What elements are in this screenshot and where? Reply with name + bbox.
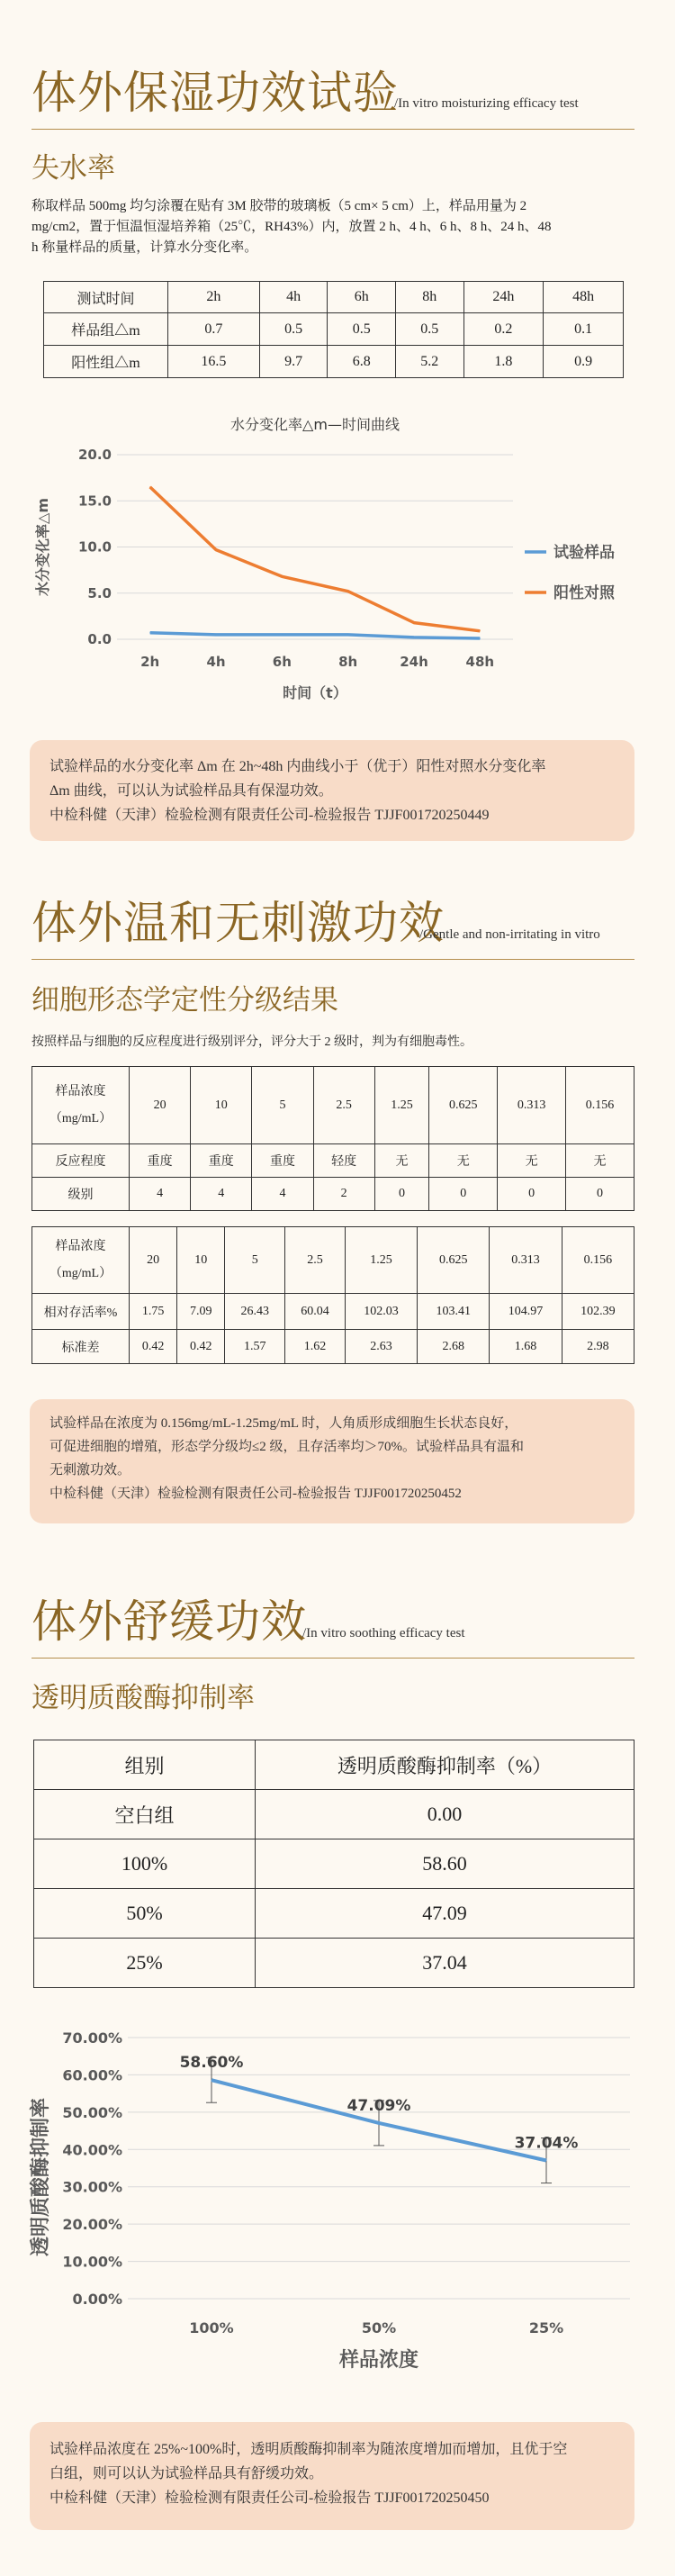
table-cell: 2.68: [418, 1330, 490, 1364]
table-header-cell: 测试时间: [44, 282, 168, 313]
moisture-table: [43, 281, 624, 378]
data-label: 47.09%: [346, 2096, 411, 2115]
y-axis-label: 透明质酸酶抑制率: [30, 2097, 52, 2257]
data-point: [216, 549, 217, 550]
table-header-cell: 20: [130, 1067, 191, 1144]
table-cell: 6.8: [328, 346, 396, 378]
table-cell: 0.5: [328, 313, 396, 346]
table-header-cell: 0.156: [562, 1227, 634, 1294]
table-cell: 样品组△m: [44, 313, 168, 346]
table-cell: 0.5: [395, 313, 464, 346]
table-cell: 0.7: [168, 313, 260, 346]
table-cell: 100%: [34, 1839, 256, 1889]
table-cell: 0: [566, 1178, 634, 1211]
data-point: [414, 622, 415, 623]
x-tick-label: 48h: [465, 654, 495, 670]
table-cell: 0.42: [177, 1330, 225, 1364]
cell-viability-table: [32, 1226, 634, 1364]
table-cell: 无: [498, 1144, 566, 1178]
note-line: 试验样品在浓度为 0.156mg/mL-1.25mg/mL 时，人角质形成细胞生长状态良好，: [50, 1416, 518, 1431]
table-header-cell: 6h: [328, 282, 396, 313]
y-tick-label: 0.0: [87, 631, 112, 647]
moisture-description: [32, 196, 644, 258]
x-tick-label: 4h: [206, 654, 226, 670]
table-cell: 1.75: [130, 1294, 177, 1330]
y-tick-label: 5.0: [87, 584, 112, 601]
table-cell: 0: [498, 1178, 566, 1211]
table-header-cell: 1.25: [345, 1227, 417, 1294]
table-row: [34, 1939, 634, 1988]
y-tick-label: 20.0: [77, 447, 112, 463]
data-point: [216, 634, 217, 635]
data-point: [282, 634, 283, 635]
note-line: 试验样品浓度在 25%~100%时，透明质酸酶抑制率为随浓度增加而增加，且优于空: [50, 2442, 568, 2457]
x-tick-label: 2h: [140, 654, 160, 670]
series-line-test-sample: [150, 633, 481, 638]
table-row: [34, 1790, 634, 1839]
note-line: 可促进细胞的增殖，形态学分级均≤2 级，且存活率均＞70%。试验样品具有温和: [50, 1440, 524, 1454]
inhibition-rate-chart: [27, 2008, 648, 2386]
table-cell: 50%: [34, 1889, 256, 1939]
table-header-cell: 2.5: [313, 1067, 374, 1144]
table-cell: 阳性组△m: [44, 346, 168, 378]
note-line: 白组，则可以认为试验样品具有舒缓功效。: [50, 2466, 324, 2481]
table-cell: 重度: [191, 1144, 252, 1178]
table-cell: 102.03: [345, 1294, 417, 1330]
table-header-cell: 0.313: [490, 1227, 562, 1294]
table-cell: 4: [191, 1178, 252, 1211]
table-cell: 4: [130, 1178, 191, 1211]
table-cell: 1.68: [490, 1330, 562, 1364]
table-cell: 反应程度: [32, 1144, 130, 1178]
data-point: [480, 637, 481, 638]
x-axis-label: 样品浓度: [338, 2349, 419, 2372]
table-header-cell: 48h: [544, 282, 624, 313]
series-line-positive-control: [150, 487, 481, 631]
table-header-cell: 0.625: [429, 1067, 498, 1144]
table-cell: 0.9: [544, 346, 624, 378]
table-header-cell: 组别: [34, 1740, 256, 1790]
table-cell: 1.8: [464, 346, 544, 378]
data-label: 37.04%: [514, 2134, 579, 2153]
x-tick-label: 25%: [528, 2319, 564, 2336]
table-row: [32, 1144, 634, 1178]
moisture-title-rule: [32, 129, 634, 130]
morphology-grade-table: [32, 1066, 634, 1211]
table-header-cell: [32, 1067, 130, 1144]
y-tick-label: 30.00%: [62, 2178, 122, 2196]
table-cell: 无: [429, 1144, 498, 1178]
table-header-cell: 0.625: [418, 1227, 490, 1294]
legend-label: 试验样品: [554, 544, 615, 562]
table-cell: 2: [313, 1178, 374, 1211]
table-cell: 0.42: [130, 1330, 177, 1364]
y-tick-label: 10.00%: [62, 2253, 122, 2271]
moisture-conclusion-note: [30, 740, 634, 841]
table-header-row: [32, 1067, 634, 1144]
soothing-title-rule: [32, 1658, 634, 1659]
irritation-title-rule: [32, 959, 634, 960]
table-header-cell: 0.313: [498, 1067, 566, 1144]
y-tick-label: 60.00%: [62, 2066, 122, 2084]
moisture-subtitle: 失水率: [32, 152, 115, 185]
table-cell: 7.09: [177, 1294, 225, 1330]
table-row: [32, 1178, 634, 1211]
table-header-cell: 透明质酸酶抑制率（%）: [256, 1740, 634, 1790]
table-cell: 103.41: [418, 1294, 490, 1330]
x-tick-label: 50%: [361, 2319, 397, 2336]
table-cell: 2.98: [562, 1330, 634, 1364]
table-cell: 重度: [130, 1144, 191, 1178]
table-row: [44, 346, 624, 378]
note-line: 中检科健（天津）检验检测有限责任公司-检验报告 TJJF001720250452: [50, 1487, 462, 1501]
table-header-cell: 8h: [395, 282, 464, 313]
data-label: 58.60%: [179, 2054, 244, 2073]
x-tick-label: 6h: [272, 654, 292, 670]
soothing-subtitle: 透明质酸酶抑制率: [32, 1682, 255, 1714]
table-row: [44, 313, 624, 346]
moisture-title: 体外保湿功效试验: [32, 67, 399, 119]
table-cell: 16.5: [168, 346, 260, 378]
table-header-row: [32, 1227, 634, 1294]
table-header-cell: 10: [191, 1067, 252, 1144]
y-tick-label: 10.0: [77, 538, 112, 556]
table-header-cell: [32, 1227, 130, 1294]
header-label-line: （mg/mL）: [49, 1266, 112, 1280]
table-header-cell: 0.156: [566, 1067, 634, 1144]
irritation-description: 按照样品与细胞的反应程度进行级别评分，评分大于 2 级时，判为有细胞毒性。: [32, 1035, 472, 1049]
table-header-cell: 1.25: [374, 1067, 429, 1144]
soothing-title-en: /In vitro soothing efficacy test: [302, 1626, 465, 1641]
table-cell: 37.04: [256, 1939, 634, 1988]
table-row: [32, 1294, 634, 1330]
table-cell: 102.39: [562, 1294, 634, 1330]
table-header-cell: 5: [225, 1227, 285, 1294]
table-cell: 1.62: [285, 1330, 346, 1364]
table-cell: 26.43: [225, 1294, 285, 1330]
moisture-title-en: /In vitro moisturizing efficacy test: [394, 96, 579, 111]
x-axis-label: 时间（t）: [283, 684, 347, 701]
legend-label: 阳性对照: [554, 584, 615, 602]
table-cell: 标准差: [32, 1330, 130, 1364]
table-cell: 0.1: [544, 313, 624, 346]
table-cell: 9.7: [259, 346, 328, 378]
table-header-row: [34, 1740, 634, 1790]
x-tick-label: 100%: [189, 2319, 234, 2336]
x-tick-label: 24h: [400, 654, 428, 670]
x-tick-label: 8h: [338, 654, 358, 670]
table-cell: 0.2: [464, 313, 544, 346]
moisture-desc-line: 称取样品 500mg 均匀涂覆在贴有 3M 胶带的玻璃板（5 cm× 5 cm）上，样品用量为 2: [32, 199, 527, 213]
moisture-desc-line: mg/cm2，置于恒温恒湿培养箱（25℃，RH43%）内，放置 2 h、4 h、6 h、8 h、24 h、48: [32, 220, 552, 234]
note-line: 中检科健（天津）检验检测有限责任公司-检验报告 TJJF001720250449: [50, 808, 490, 823]
y-tick-label: 70.00%: [62, 2029, 122, 2047]
table-cell: 无: [374, 1144, 429, 1178]
chart-title: 水分变化率△m—时间曲线: [230, 416, 400, 433]
note-line: 试验样品的水分变化率 Δm 在 2h~48h 内曲线小于（优于）阳性对照水分变化率: [50, 759, 546, 774]
irritation-title: 体外温和无刺激功效: [32, 897, 445, 949]
data-point: [480, 630, 481, 631]
table-row: [32, 1330, 634, 1364]
y-tick-label: 40.00%: [62, 2141, 122, 2159]
data-point: [347, 634, 348, 635]
table-cell: 0: [429, 1178, 498, 1211]
water-change-chart: [32, 410, 652, 716]
table-cell: 0.5: [259, 313, 328, 346]
header-label-line: （mg/mL）: [49, 1111, 112, 1125]
y-tick-label: 50.00%: [62, 2103, 122, 2121]
table-cell: 5.2: [395, 346, 464, 378]
y-tick-label: 20.00%: [62, 2216, 122, 2234]
data-point: [546, 2160, 547, 2161]
header-label-line: 样品浓度: [55, 1084, 106, 1098]
table-header-row: [44, 282, 624, 313]
data-point: [282, 576, 283, 577]
table-cell: 60.04: [285, 1294, 346, 1330]
header-label-line: 样品浓度: [55, 1239, 106, 1253]
soothing-title: 体外舒缓功效: [32, 1595, 307, 1648]
table-header-cell: 2h: [168, 282, 260, 313]
table-cell: 空白组: [34, 1790, 256, 1839]
table-row: [34, 1839, 634, 1889]
table-cell: 重度: [252, 1144, 313, 1178]
y-tick-label: 0.00%: [72, 2291, 122, 2308]
table-cell: 轻度: [313, 1144, 374, 1178]
table-cell: 58.60: [256, 1839, 634, 1889]
note-line: Δm 曲线，可以认为试验样品具有保湿功效。: [50, 783, 333, 799]
soothing-conclusion-note: [30, 2422, 634, 2530]
table-cell: 104.97: [490, 1294, 562, 1330]
y-axis-label: 水分变化率△m: [34, 498, 51, 596]
table-cell: 47.09: [256, 1889, 634, 1939]
note-line: 中检科健（天津）检验检测有限责任公司-检验报告 TJJF001720250450: [50, 2490, 490, 2506]
table-cell: 25%: [34, 1939, 256, 1988]
data-point: [149, 486, 150, 487]
table-cell: 1.57: [225, 1330, 285, 1364]
irritation-title-en: /Gentle and non-irritating in vitro: [419, 927, 600, 942]
data-point: [379, 2122, 380, 2123]
table-cell: 级别: [32, 1178, 130, 1211]
table-cell: 4: [252, 1178, 313, 1211]
table-cell: 相对存活率%: [32, 1294, 130, 1330]
table-header-cell: 4h: [259, 282, 328, 313]
data-point: [347, 591, 348, 592]
table-header-cell: 20: [130, 1227, 177, 1294]
table-header-cell: 10: [177, 1227, 225, 1294]
irritation-conclusion-note: [30, 1399, 634, 1523]
data-point: [149, 632, 150, 633]
table-cell: 无: [566, 1144, 634, 1178]
irritation-subtitle: 细胞形态学定性分级结果: [32, 984, 338, 1017]
y-tick-label: 15.0: [77, 493, 112, 510]
table-cell: 0.00: [256, 1790, 634, 1839]
note-line: 无刺激功效。: [50, 1463, 131, 1478]
table-header-cell: 24h: [464, 282, 544, 313]
moisture-desc-line: h 称量样品的质量，计算水分变化率。: [32, 240, 258, 255]
table-header-cell: 2.5: [285, 1227, 346, 1294]
table-cell: 2.63: [345, 1330, 417, 1364]
table-cell: 0: [374, 1178, 429, 1211]
table-row: [34, 1889, 634, 1939]
hyaluronidase-table: [33, 1740, 634, 1988]
table-header-cell: 5: [252, 1067, 313, 1144]
